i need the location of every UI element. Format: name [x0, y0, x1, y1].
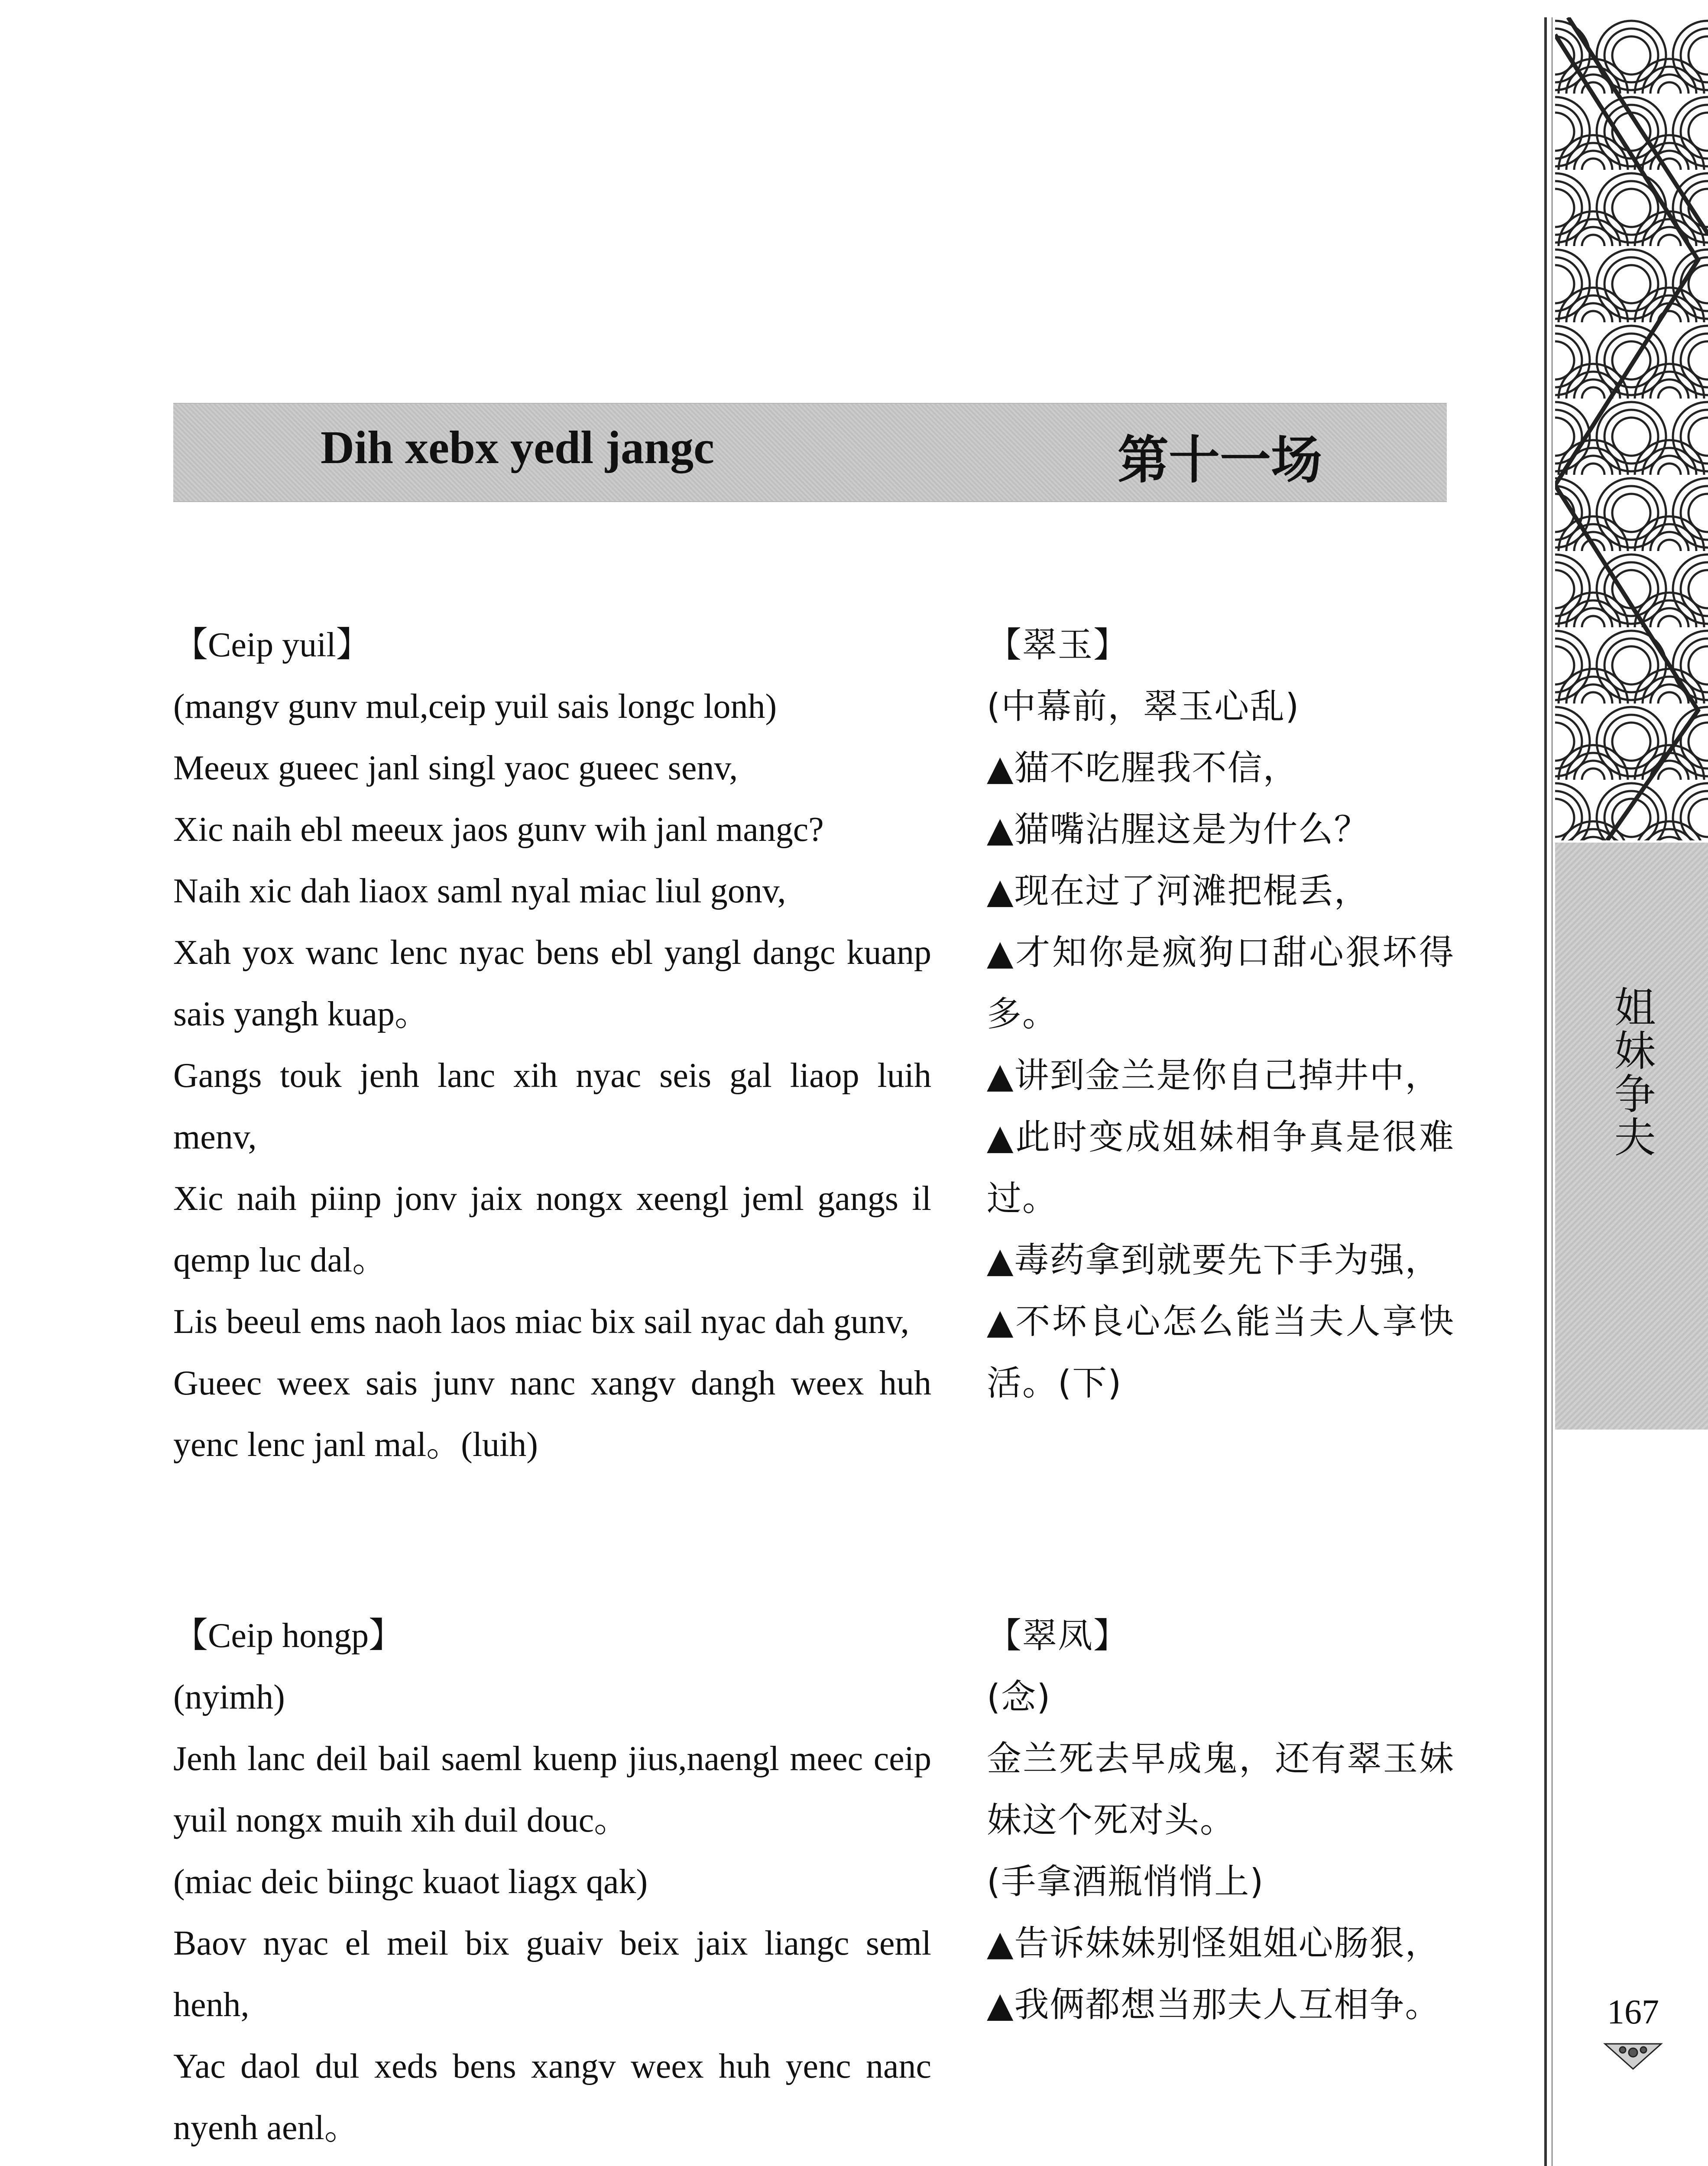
heading-dong: Dih xebx yedl jangc [321, 422, 715, 473]
speaker-label: 【翠凤】 [987, 1615, 1129, 1656]
verse-line: Gangs touk jenh lanc xih nyac seis gal liaop luih menv, [173, 1057, 931, 1156]
verse-line: Xah yox wanc lenc nyac bens ebl yangl dangc kuanp sais yangh kuap。 [173, 934, 931, 1033]
verse-line: Xic naih piinp jonv jaix nongx xeengl jeml gangs il qemp luc dal。 [173, 1180, 931, 1279]
verse-line: ▲讲到金兰是你自己掉井中， [987, 1055, 1441, 1096]
verse-line: Yac daol dul xeds bens xangv weex huh yenc nanc nyenh aenl。 [173, 2047, 931, 2147]
section-heading-bar [173, 403, 1447, 502]
page-number: 167 [1607, 1993, 1659, 2031]
stage-direction: (手拿酒瓶悄悄上) [987, 1861, 1264, 1902]
speaker-label: 【翠玉】 [987, 625, 1129, 665]
verse-line: Baov nyac el meil bix guaiv beix jaix liangc seml henh, [173, 1924, 931, 2024]
stage-direction: (nyimh) [173, 1678, 285, 1716]
verse-line: ▲才知你是疯狗口甜心狠坏得多。 [987, 932, 1455, 1034]
verse-line: ▲现在过了河滩把棍丢， [987, 871, 1370, 911]
dong-column-block1 [173, 614, 931, 1475]
verse-line: ▲我俩都想当那夫人互相争。 [987, 1984, 1441, 2025]
verse-line: Xic naih ebl meeux jaos gunv wih janl mangc? [173, 811, 824, 849]
dong-column-block2 [173, 1605, 931, 2159]
side-tab [1555, 843, 1708, 1430]
chinese-column-block2 [987, 1605, 1455, 2036]
verse-line: ▲此时变成姐妹相争真是很难过。 [987, 1117, 1455, 1219]
stage-direction: (念) [987, 1677, 1051, 1717]
cloud-pattern-icon [1555, 17, 1708, 840]
speaker-label: 【Ceip yuil】 [173, 626, 371, 664]
chinese-column-block1 [987, 614, 1455, 1414]
heading-chinese: 第十一场 [1118, 430, 1322, 490]
verse-line: Lis beeul ems naoh laos miac bix sail nyac dah gunv, [173, 1303, 909, 1341]
stage-direction: (miac deic biingc kuaot liagx qak) [173, 1863, 648, 1901]
speaker-label: 【Ceip hongp】 [173, 1617, 404, 1655]
stage-direction: (中幕前，翠玉心乱) [987, 686, 1300, 726]
margin-rule [1544, 17, 1547, 2166]
stage-direction: (mangv gunv mul,ceip yuil sais longc lonh) [173, 687, 777, 726]
verse-line: 金兰死去早成鬼，还有翠玉妹妹这个死对头。 [987, 1738, 1455, 1840]
book-title: 姐妹争夫 [1608, 986, 1656, 1159]
verse-line: ▲毒药拿到就要先下手为强， [987, 1240, 1441, 1280]
verse-line: Jenh lanc deil bail saeml kuenp jius,naengl meec ceip yuil nongx muih xih duil douc。 [173, 1740, 931, 1839]
verse-line: ▲猫不吃腥我不信， [987, 748, 1299, 788]
flower-ornament-icon [1603, 2040, 1663, 2071]
verse-line: Gueec weex sais junv nanc xangv dangh weex huh yenc lenc janl mal。(luih) [173, 1364, 931, 1464]
verse-line: Meeux gueec janl singl yaoc gueec senv, [173, 749, 738, 787]
verse-line: ▲不坏良心怎么能当夫人享快活。(下) [987, 1301, 1455, 1403]
verse-line: ▲猫嘴沾腥这是为什么？ [987, 809, 1370, 850]
verse-line: Naih xic dah liaox saml nyal miac liul gonv, [173, 872, 786, 910]
verse-line: ▲告诉妹妹别怪姐姐心肠狠， [987, 1923, 1441, 1963]
